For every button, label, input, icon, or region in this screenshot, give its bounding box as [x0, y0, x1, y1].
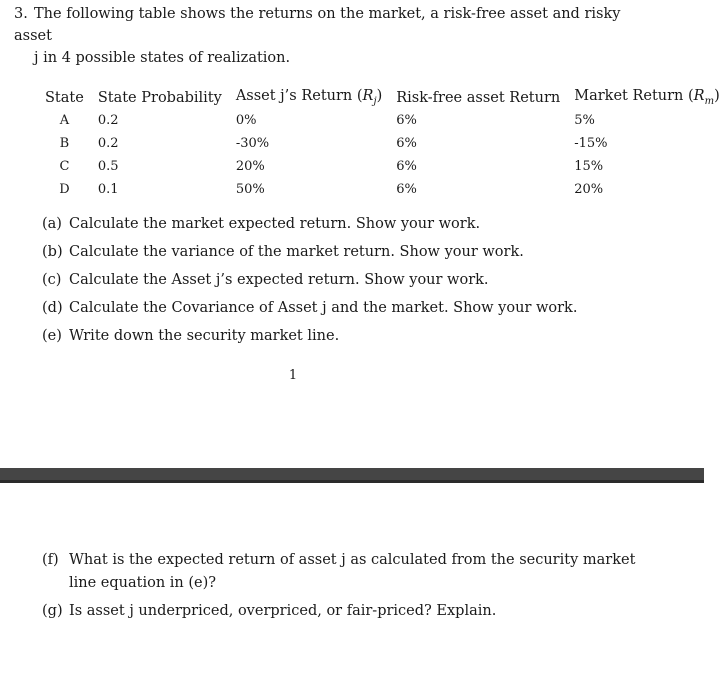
header-market-symbol: R — [693, 88, 705, 105]
question-line-1 — [14, 3, 654, 47]
cell-state: C — [59, 159, 70, 174]
sub-question-text: Write down the security market line. — [69, 328, 340, 344]
sub-question-d — [42, 297, 682, 325]
sub-question-c — [42, 269, 682, 297]
cell-risk-free: 6% — [396, 159, 417, 174]
header-market-prefix: Market Return ( — [574, 88, 694, 105]
cell-probability: 0.5 — [97, 159, 119, 174]
header-state: State — [45, 89, 84, 106]
header-market-suffix: ) — [714, 88, 720, 105]
table-header-row — [38, 86, 727, 109]
cell-asset-j: -30% — [235, 136, 270, 151]
page-two — [0, 483, 704, 680]
page-separator — [0, 468, 704, 483]
sub-question-b — [42, 241, 682, 269]
question-line-2: j in 4 possible states of realization. — [34, 50, 291, 66]
cell-asset-j: 0% — [235, 113, 257, 128]
sub-question-label: (c) — [42, 272, 62, 288]
header-risk-free: Risk-free asset Return — [396, 89, 561, 106]
sub-question-f-line-2: line equation in (e)? — [69, 575, 217, 591]
sub-questions — [42, 213, 682, 353]
sub-question-a — [42, 213, 682, 241]
cell-market: 15% — [574, 159, 604, 174]
cell-risk-free: 6% — [396, 136, 417, 151]
sub-question-label: (g) — [42, 603, 63, 619]
question-number: 3. — [14, 6, 28, 22]
sub-question-g-line-1 — [42, 600, 642, 623]
header-market-sub: m — [704, 95, 715, 107]
header-asset-j-suffix: ) — [376, 88, 383, 105]
cell-market: -15% — [574, 136, 608, 151]
cell-probability: 0.1 — [97, 182, 119, 197]
table-row — [38, 132, 727, 155]
sub-question-text: Calculate the Covariance of Asset j and the market. Show your work. — [69, 300, 578, 316]
cell-state: D — [59, 182, 70, 197]
header-asset-j-symbol: R — [362, 88, 374, 105]
table-row — [38, 178, 727, 201]
sub-question-label: (d) — [42, 300, 63, 316]
sub-question-text: Calculate the Asset j’s expected return. Show your work. — [69, 272, 489, 288]
cell-risk-free: 6% — [396, 182, 417, 197]
cell-state: A — [59, 113, 70, 128]
sub-question-e — [42, 325, 682, 353]
cell-probability: 0.2 — [97, 113, 119, 128]
sub-question-text: Is asset j underpriced, overpriced, or fair-priced? Explain. — [69, 603, 497, 619]
table-row — [38, 155, 727, 178]
sub-question-f-line-1 — [42, 549, 642, 572]
sub-question-f — [42, 549, 642, 595]
cell-state: B — [59, 136, 70, 151]
sub-question-g — [42, 600, 642, 623]
cell-risk-free: 6% — [396, 113, 417, 128]
question-text-1: The following table shows the returns on the market, a risk-free asset and risky asset — [14, 6, 621, 44]
sub-question-text: Calculate the variance of the market return. Show your work. — [69, 244, 524, 260]
sub-questions-continued — [42, 549, 642, 628]
cell-probability: 0.2 — [97, 136, 119, 151]
returns-table — [38, 86, 727, 201]
header-probability: State Probability — [97, 89, 222, 106]
sub-question-text: What is the expected return of asset j as calculated from the security market — [69, 552, 636, 568]
sub-question-label: (e) — [42, 328, 62, 344]
header-asset-j — [229, 86, 389, 109]
question-intro — [14, 3, 654, 69]
table-row — [38, 109, 727, 132]
page-number: 1 — [288, 368, 298, 383]
sub-question-label: (b) — [42, 244, 63, 260]
sub-question-text: Calculate the market expected return. Show your work. — [69, 216, 481, 232]
header-asset-j-prefix: Asset j’s Return ( — [235, 88, 363, 105]
header-asset-j-sub: j — [373, 95, 377, 107]
sub-question-label: (f) — [42, 552, 59, 568]
cell-asset-j: 20% — [235, 159, 265, 174]
header-market — [567, 86, 727, 109]
sub-question-label: (a) — [42, 216, 62, 232]
cell-market: 5% — [574, 113, 595, 128]
cell-market: 20% — [574, 182, 604, 197]
cell-asset-j: 50% — [235, 182, 265, 197]
